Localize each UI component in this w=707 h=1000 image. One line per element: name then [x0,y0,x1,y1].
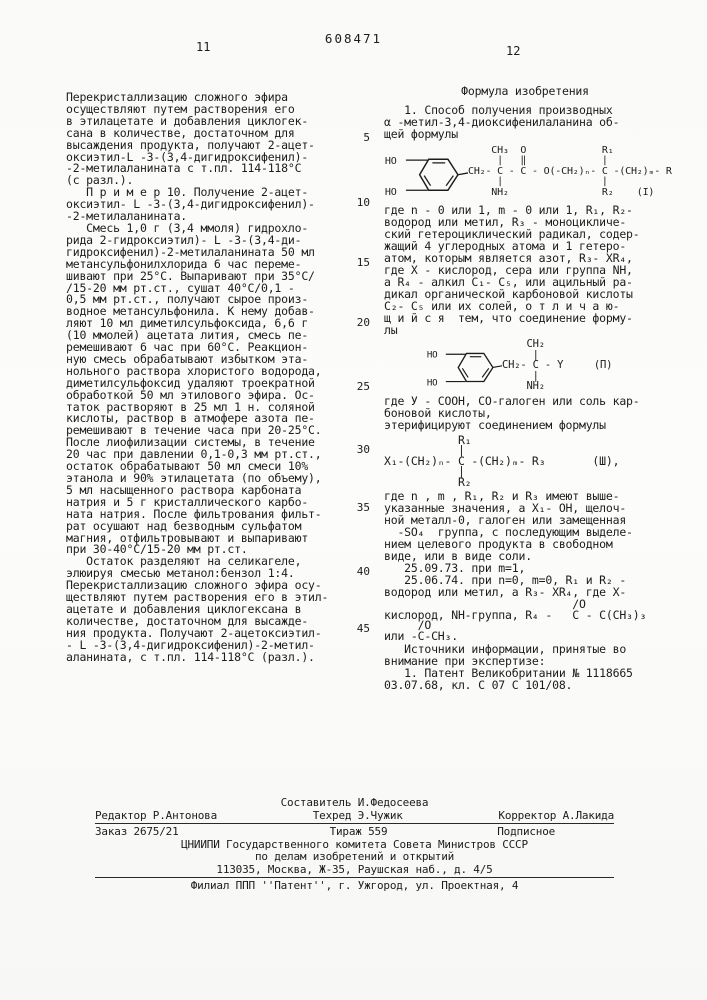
credits-row [95,810,614,825]
ho-label-top: HO [426,350,438,361]
compiler-credit: Составитель И.Федосеева [280,796,429,809]
line-number: 15 [356,256,370,269]
patent-number: 608471 [324,31,383,46]
line-number: 45 [356,622,370,635]
sources-paragraph: Источники информации, принятые во внимание при экспертизе: 1. Патент Великобритании № 1118665 03.07.68, кл. С 07 С 101/08. [384,642,633,692]
page-number-left: 11 [196,40,211,54]
claim-paragraph-substituents: где n - 0 или 1, m - 0 или 1, R₁, R₂- водород или метил, R₃ - моноцикличе- ский гетероциклический радикал, содер- жащий 4 углеродных атома и 1 гетеро- атом, которым является азот, R₃- XR₄, где X - кислород, сера или группа NH, а R₄ - алкил C₁- C₅, или ацильный ра- дикал органической карбоновой кислоты C₂- C₅ или их солей, о т л и ч а ю- щ и й с я тем, что соединение форму- лы [384,203,640,337]
claim-intro-paragraph: 1. Способ получения производных α -метил-3,4-диоксифенилаланина об- щей формулы [384,103,620,141]
ho-label-bottom: HO [384,186,397,198]
benzene-ring-icon [384,143,468,201]
line-number: 5 [363,131,370,144]
left-column [66,92,366,664]
line-number: 20 [356,316,370,329]
paragraph-recrystallization: Перекристаллизацию сложного эфира осуществляют путем растворения его в этилацетате и добавления циклогек- сана в количестве, достаточном для высаждения продукта, получают 2-ацет- оксиэтил-L -3-(3,4-дигидроксифенил)- -2-метилаланината с т.пл. 114-118°С (с разл.). [66,90,315,188]
branch-line: Филиал ППП ''Патент'', г. Ужгород, ул. Проектная, 4 [190,879,519,892]
claim-paragraph-y-group: где У - СООН, СО-галоген или соль кар- боновой кислоты, этерифицируют соединением формулы [384,393,640,432]
organization-line-1: ЦНИИПИ Государственного комитета Совета Министров СССР [181,837,528,851]
corrector-credit: Корректор А.Лакида [498,808,614,822]
organization-line-2: по делам изобретений и открытий [254,850,455,863]
line-number: 25 [356,380,370,393]
ho-label-bottom: HO [426,378,438,389]
claims-heading: Формула изобретения [461,84,589,98]
formula-2-chain: CH₂ | CH₂- C - Y (П) | NH₂ [502,338,613,392]
claim-paragraph-conditions: где n , m , R₁, R₂ и R₃ имеют выше- указанные значения, а X₁- ОН, щелоч- ной металл-0, галоген или замещенная -SO₄ группа, с последующим выделе- нием целевого продукта в свободном виде, или в виде соли. 25.09.73. при m=1, 25.06.74. при n=0, m=0, R₁ и R₂ - водород или метил, а R₃- XR₄, где X- [384,489,633,599]
formula-1 [384,143,672,201]
formula-1-chain: CH₃ O R₁ | ‖ | CH₂- C - C - O(-CH₂)ₙ- C -(CH₂)ₘ- R | | NH₂ R₂ (I) [468,144,672,198]
page-number-right: 12 [506,44,521,58]
line-number: 10 [356,196,370,209]
editor-credit: Редактор Р.Антонова [95,808,218,822]
formula-3-chain: R₁ | X₁-(CH₂)ₙ- C -(CH₂)ₘ- R₃ (Ш), | R₂ [384,432,620,489]
acyl-group-formula: ∕O кислород, NH-группа, R₄ - C - C(CH₃)₃ ∕O или -C-CH₃. [384,597,647,643]
line-number: 30 [356,443,370,456]
address-line: 113035, Москва, Ж-35, Раушская наб., д. 4/5 [95,864,614,879]
ho-label-top: HO [384,155,397,167]
paragraph-residue: Остаток разделяют на селикагеле, элюируя смесью метанол:бензол 1:4. Перекристаллизацию сложного эфира осу- ществляют путем растворения его в этил- ацетате и добавления циклогексана в количестве, достаточном для высажде- ния продукта. Получают 2-ацетоксиэтил- - L -3-(3,4-дигидроксифенил)-2-метил- аланината, с т.пл. 114-118°С (разл.). [66,554,329,664]
print-run: Тираж 559 [329,825,388,838]
paragraph-example-10: П р и м е р 10. Получение 2-ацет- оксиэтил- L -3-(3,4-дигидроксифенил)- -2-метилаланината. [66,185,315,224]
line-number: 35 [356,501,370,514]
formula-2 [426,339,666,392]
subscription-label: Подписное [497,825,556,838]
imprint-footer [95,797,614,893]
order-number: Заказ 2675/21 [95,825,179,838]
techred-credit: Техред Э.Чужик [312,808,403,822]
paragraph-procedure: Смесь 1,0 г (3,4 ммоля) гидрохло- рида 2-гидроксиэтил)- L -3-(3,4-ди- гидроксифенил)-2-метилаланината 50 мл метансульфонилхлорида 6 час переме- шивают при 25°С. Выпаривают при 35°С/ /15-20 мм рт.ст., сушат 40°С/0,1 - 0,5 мм рт.ст., получают сырое произ- водное метансульфонила. К нему добав- ляют 10 мл диметилсульфоксида, 6,6 г (10 ммолей) ацетата лития, смесь пе- ремешивают 6 час при 60°С. Реакцион- ную смесь обрабатывают избытком эта- нольного раствора хлористого водорода, диметилсульфоксид удаляют троекратной обработкой 50 мл этилового эфира. Ос- таток растворяют в 25 мл 1 н. соляной кислоты, раствор в атмофере азота пе- ремешивают в течение часа при 20-25°С. После лиофилизации системы, в течение 20 час при давлении 0,1-0,3 мм рт.ст., остаток обрабатывают 50 мл смеси 10% этанола и 90% этилацетата (по объему), 5 мл насыщенного раствора карбоната натрия и 5 г кристаллического карбо- ната натрия. После фильтрования фильт- рат осушают над безводным сульфатом магния, отфильтровывают и выпаривают при 30-40°С/15-20 мм рт.ст. [66,220,322,557]
right-column [384,84,672,692]
line-number: 40 [356,565,370,578]
order-row [95,826,614,839]
benzene-ring-icon [426,339,502,391]
